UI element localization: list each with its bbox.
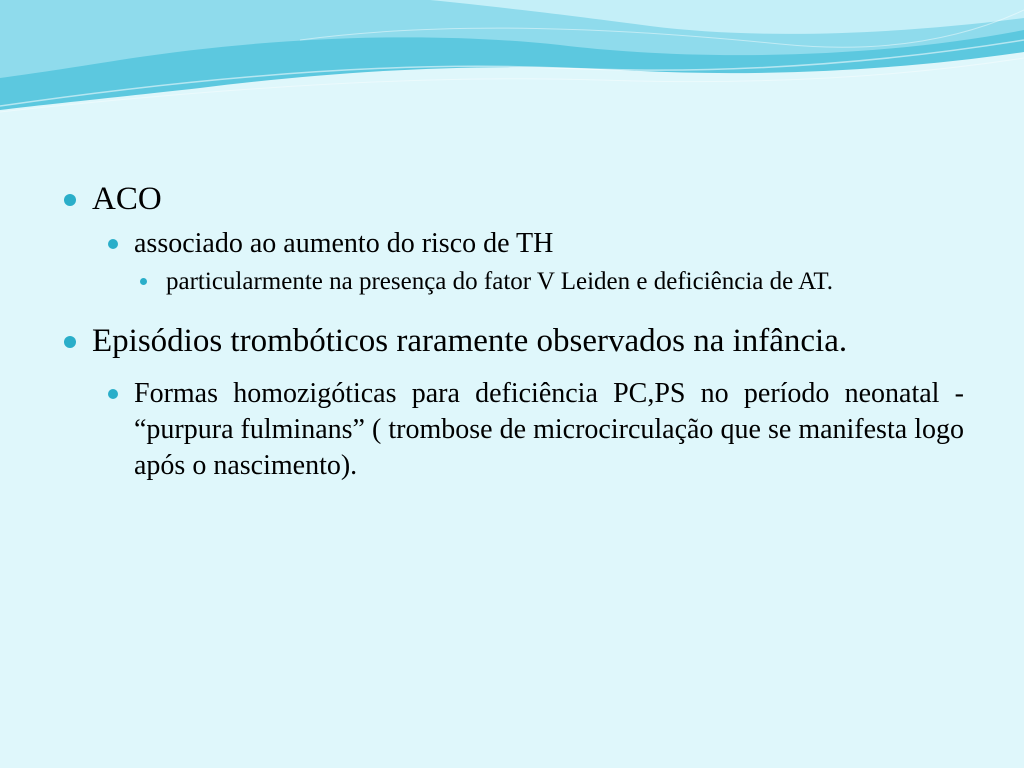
bullet-text: ACO	[92, 181, 162, 217]
bullet-item-level3	[136, 266, 964, 298]
bullet-item-level2	[104, 226, 964, 262]
bullet-item-level1	[62, 178, 964, 220]
bullet-item-level1	[62, 320, 964, 362]
bullet-text: Formas homozigóticas para deficiência PC,PS no período neonatal - “purpura fulminans” ( trombose de microcirculação que se manifesta logo após o nascimento).	[134, 378, 964, 481]
bullet-dot-icon	[64, 336, 76, 348]
bullet-text: associado ao aumento do risco de TH	[134, 228, 554, 259]
bullet-dot-icon	[108, 389, 118, 399]
bullet-text: particularmente na presença do fator V Leiden e deficiência de AT.	[166, 268, 834, 295]
bullet-dot-icon	[108, 239, 118, 249]
header-wave-decoration	[0, 0, 1024, 130]
bullet-content	[62, 178, 964, 484]
bullet-text: Episódios trombóticos raramente observados na infância.	[92, 323, 848, 359]
bullet-dot-icon	[64, 194, 76, 206]
bullet-item-level2	[104, 376, 964, 484]
bullet-dot-icon	[140, 278, 147, 285]
